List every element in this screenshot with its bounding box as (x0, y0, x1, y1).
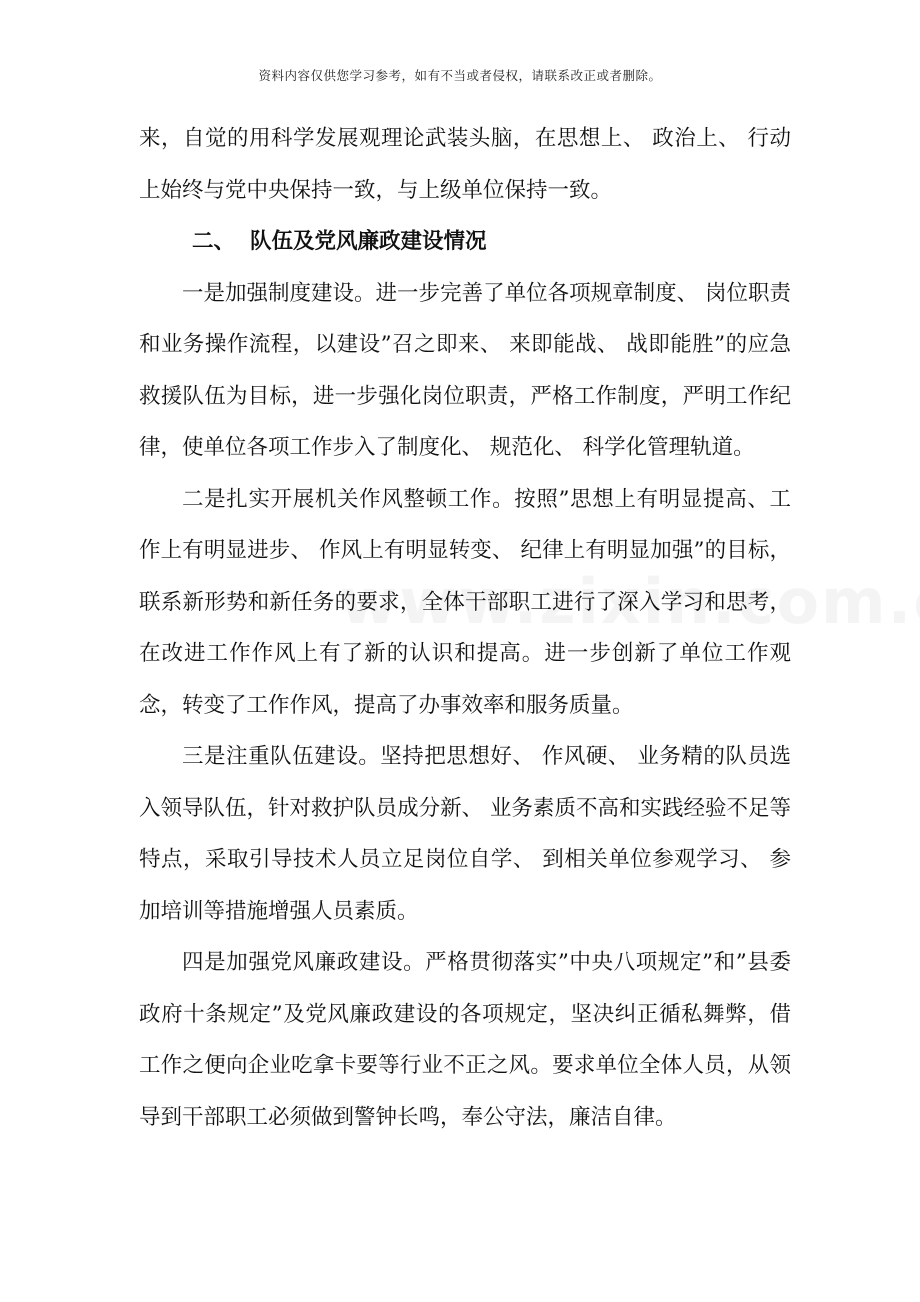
section-title: 队伍及党风廉政建设情况 (250, 229, 487, 254)
paragraph-integrity: 四是加强党风廉政建设。严格贯彻落实”中央八项规定”和”县委政府十条规定”及党风廉政建设的各项规定，坚决纠正循私舞弊，借工作之便向企业吃拿卡要等行业不正之风。要求单位全体人员，从领导到干部职工必须做到警钟长鸣，奉公守法，廉洁自律。 (139, 950, 791, 1130)
paragraph-work-style: 二是扎实开展机关作风整顿工作。按照”思想上有明显提高、工作上有明显进步、 作风上有明显转变、 纪律上有明显加强”的目标，联系新形势和新任务的要求，全体干部职工进行了深入学习和思考，在改进工作作风上有了新的认识和提高。进一步创新了单位工作观念，转变了工作作风，提高了办事效率和服务质量。 (139, 486, 791, 718)
paragraph-team-building: 三是注重队伍建设。坚持把思想好、 作风硬、 业务精的队员选入领导队伍，针对救护队员成分新、 业务素质不高和实践经验不足等特点，采取引导技术人员立足岗位自学、 到相关单位参观学习、 参加培训等措施增强人员素质。 (139, 744, 791, 924)
section-number: 二、 (192, 229, 236, 254)
section-heading (139, 216, 791, 268)
document-body (139, 113, 791, 1143)
continuation-paragraph: 来，自觉的用科学发展观理论武装头脑，在思想上、 政治上、 行动上始终与党中央保持一致，与上级单位保持一致。 (139, 126, 791, 203)
page-header-disclaimer: 资料内容仅供您学习参考，如有不当或者侵权，请联系改正或者删除。 (258, 68, 662, 83)
paragraph-system-building: 一是加强制度建设。进一步完善了单位各项规章制度、 岗位职责和业务操作流程，以建设”召之即来、 来即能战、 战即能胜”的应急救援队伍为目标，进一步强化岗位职责，严格工作制度，严明工作纪律，使单位各项工作步入了制度化、 规范化、 科学化管理轨道。 (139, 280, 791, 460)
